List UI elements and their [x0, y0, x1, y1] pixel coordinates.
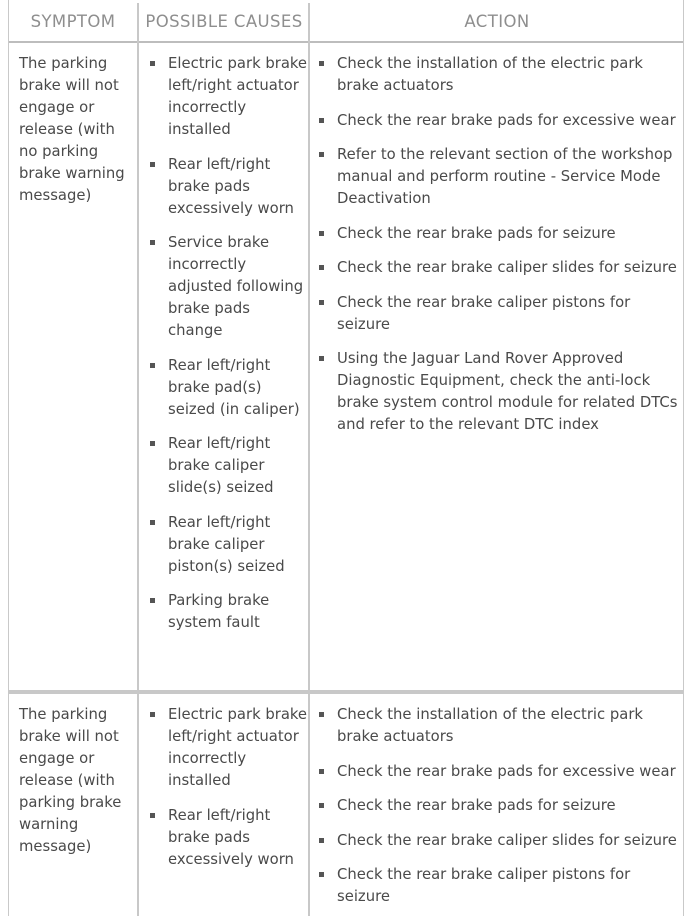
causes-cell-1: [148, 53, 308, 647]
cause-item: Electric park brake left/right actuator incorrectly installed: [148, 704, 308, 792]
cause-item: Rear left/right brake caliper piston(s) seized: [148, 512, 308, 578]
cause-item: Rear left/right brake caliper slide(s) seized: [148, 433, 308, 499]
cause-item: Parking brake system fault: [148, 590, 308, 634]
action-item: Check the rear brake pads for excessive wear: [317, 761, 681, 783]
causes-cell-2: [148, 704, 308, 883]
symptom-cell-2: The parking brake will not engage or release (with parking brake warning message): [19, 706, 122, 855]
action-item: Check the rear brake caliper slides for seizure: [317, 830, 681, 852]
cause-item: Rear left/right brake pads excessively worn: [148, 805, 308, 871]
action-item: Check the rear brake pads for excessive wear: [317, 110, 681, 132]
actions-cell-2: [317, 704, 681, 921]
cause-item: Rear left/right brake pad(s) seized (in caliper): [148, 355, 308, 421]
column-divider: [137, 3, 139, 916]
column-divider: [308, 3, 310, 916]
action-item: Using the Jaguar Land Rover Approved Diagnostic Equipment, check the anti-lock brake system control module for related DTCs and refer to the relevant DTC index: [317, 348, 681, 436]
actions-cell-1: [317, 53, 681, 449]
actions-list-1: [317, 53, 681, 436]
action-item: Check the installation of the electric park brake actuators: [317, 53, 681, 97]
action-item: Check the installation of the electric park brake actuators: [317, 704, 681, 748]
cause-item: Electric park brake left/right actuator incorrectly installed: [148, 53, 308, 141]
cause-item: Service brake incorrectly adjusted following brake pads change: [148, 232, 308, 342]
symptom-cell-1: The parking brake will not engage or release (with no parking brake warning message): [19, 55, 125, 204]
action-item: Refer to the relevant section of the workshop manual and perform routine - Service Mode Deactivation: [317, 144, 681, 210]
diagnostic-table: [8, 0, 684, 916]
causes-list-1: [148, 53, 308, 634]
header-possible-causes: POSSIBLE CAUSES: [145, 12, 303, 31]
action-item: Check the rear brake pads for seizure: [317, 795, 681, 817]
action-item: Check the rear brake caliper pistons for seizure: [317, 864, 681, 908]
cause-item: Rear left/right brake pads excessively worn: [148, 154, 308, 220]
table-header: [9, 3, 683, 43]
causes-list-2: [148, 704, 308, 871]
action-item: Check the rear brake caliper pistons for seizure: [317, 292, 681, 336]
row-divider: [9, 690, 683, 694]
action-item: Check the rear brake pads for seizure: [317, 223, 681, 245]
header-action: ACTION: [464, 12, 530, 31]
actions-list-2: [317, 704, 681, 908]
header-symptom: SYMPTOM: [30, 12, 116, 31]
action-item: Check the rear brake caliper slides for seizure: [317, 257, 681, 279]
